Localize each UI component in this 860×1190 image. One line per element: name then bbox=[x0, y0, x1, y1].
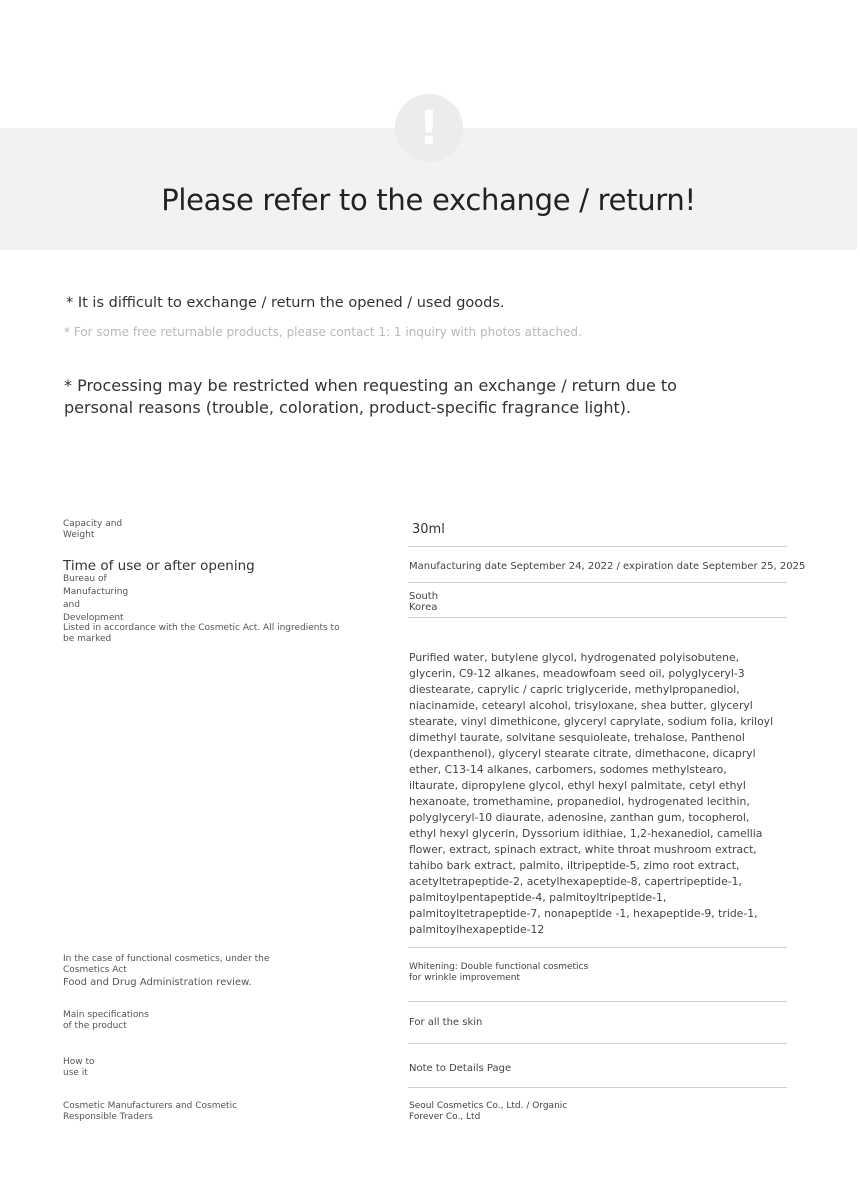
ingredients-label: Listed in accordance with the Cosmetic Act. All ingredients to be marked bbox=[63, 623, 340, 644]
row-divider bbox=[408, 546, 787, 547]
how-to-use-value: Note to Details Page bbox=[409, 1063, 512, 1074]
main-specs-value: For all the skin bbox=[409, 1017, 483, 1028]
row-divider bbox=[408, 1043, 787, 1044]
note-processing-restricted: * Processing may be restricted when requesting an exchange / return due to personal reasons (trouble, coloration, product-specific fragrance light). bbox=[64, 376, 677, 417]
page-title: Please refer to the exchange / return! bbox=[161, 183, 696, 217]
note-free-returnable: * For some free returnable products, please contact 1: 1 inquiry with photos attached. bbox=[64, 325, 582, 339]
row-divider bbox=[408, 1001, 787, 1002]
ingredients-value: Purified water, butylene glycol, hydrogenated polyisobutene, glycerin, C9-12 alkanes, meadowfoam seed oil, polyglyceryl-3 diestearate, caprylic / capric triglyceride, methylpropanediol, niacinamide, cetearyl alcohol, trisyloxane, shea butter, glyceryl stearate, vinyl dimethicone, glyceryl caprylate, sodium folia, kriloyl dimethyl taurate, solvitane sesquioleate, trehalose, Panthenol (dexpanthenol), glyceryl stearate citrate, dimethacone, dicapryl ether, C13-14 alkanes, carbomers, sodomes methylstearo, iltaurate, dipropylene glycol, ethyl hexyl palmitate, cetyl ethyl hexanoate, tromethamine, propanediol, hydrogenated lecithin, polyglyceryl-10 diaurate, adenosine, zanthan gum, tocopherol, ethyl hexyl glycerin, Dyssorium idithiae, 1,2-hexanediol, camellia flower, extract, spinach extract, white throat mushroom extract, tahibo bark extract, palmito, iltripeptide-5, zimo root extract, acetyltetrapeptide-2, acetylhexapeptide-8, capertripeptide-1, palmitoylpentapeptide-4, palmitoyltripeptide-1, palmitoyltetrapeptide-7, nonapeptide -1, hexapeptide-9, tride-1, palmitoylhexapeptide-12 bbox=[409, 651, 774, 936]
row-divider bbox=[408, 582, 787, 583]
main-specs-label: Main specifications of the product bbox=[63, 1010, 149, 1031]
functional-label-line1: In the case of functional cosmetics, under the Cosmetics Act bbox=[63, 954, 270, 975]
functional-label-line2: Food and Drug Administration review. bbox=[63, 977, 252, 988]
capacity-value: 30ml bbox=[412, 522, 445, 537]
row-divider bbox=[408, 1087, 787, 1088]
time-of-use-value: Manufacturing date September 24, 2022 / expiration date September 25, 2025 bbox=[409, 561, 806, 572]
note-opened-used: * It is difficult to exchange / return the opened / used goods. bbox=[66, 295, 505, 311]
how-to-use-label: How to use it bbox=[63, 1057, 95, 1078]
time-of-use-label: Time of use or after opening bbox=[63, 558, 255, 574]
manufacturers-value: Seoul Cosmetics Co., Ltd. / Organic Forever Co., Ltd bbox=[409, 1101, 568, 1122]
bureau-value: South Korea bbox=[409, 591, 439, 613]
functional-value: Whitening: Double functional cosmetics for wrinkle improvement bbox=[409, 962, 589, 983]
manufacturers-label: Cosmetic Manufacturers and Cosmetic Responsible Traders bbox=[63, 1101, 238, 1122]
alert-icon bbox=[395, 94, 463, 162]
bureau-label: Bureau of Manufacturing and Development bbox=[63, 574, 129, 623]
functional-label bbox=[63, 954, 273, 988]
alert-symbol: ! bbox=[418, 101, 440, 155]
row-divider bbox=[408, 947, 787, 948]
capacity-label: Capacity and Weight bbox=[63, 519, 123, 540]
row-divider bbox=[408, 617, 787, 618]
